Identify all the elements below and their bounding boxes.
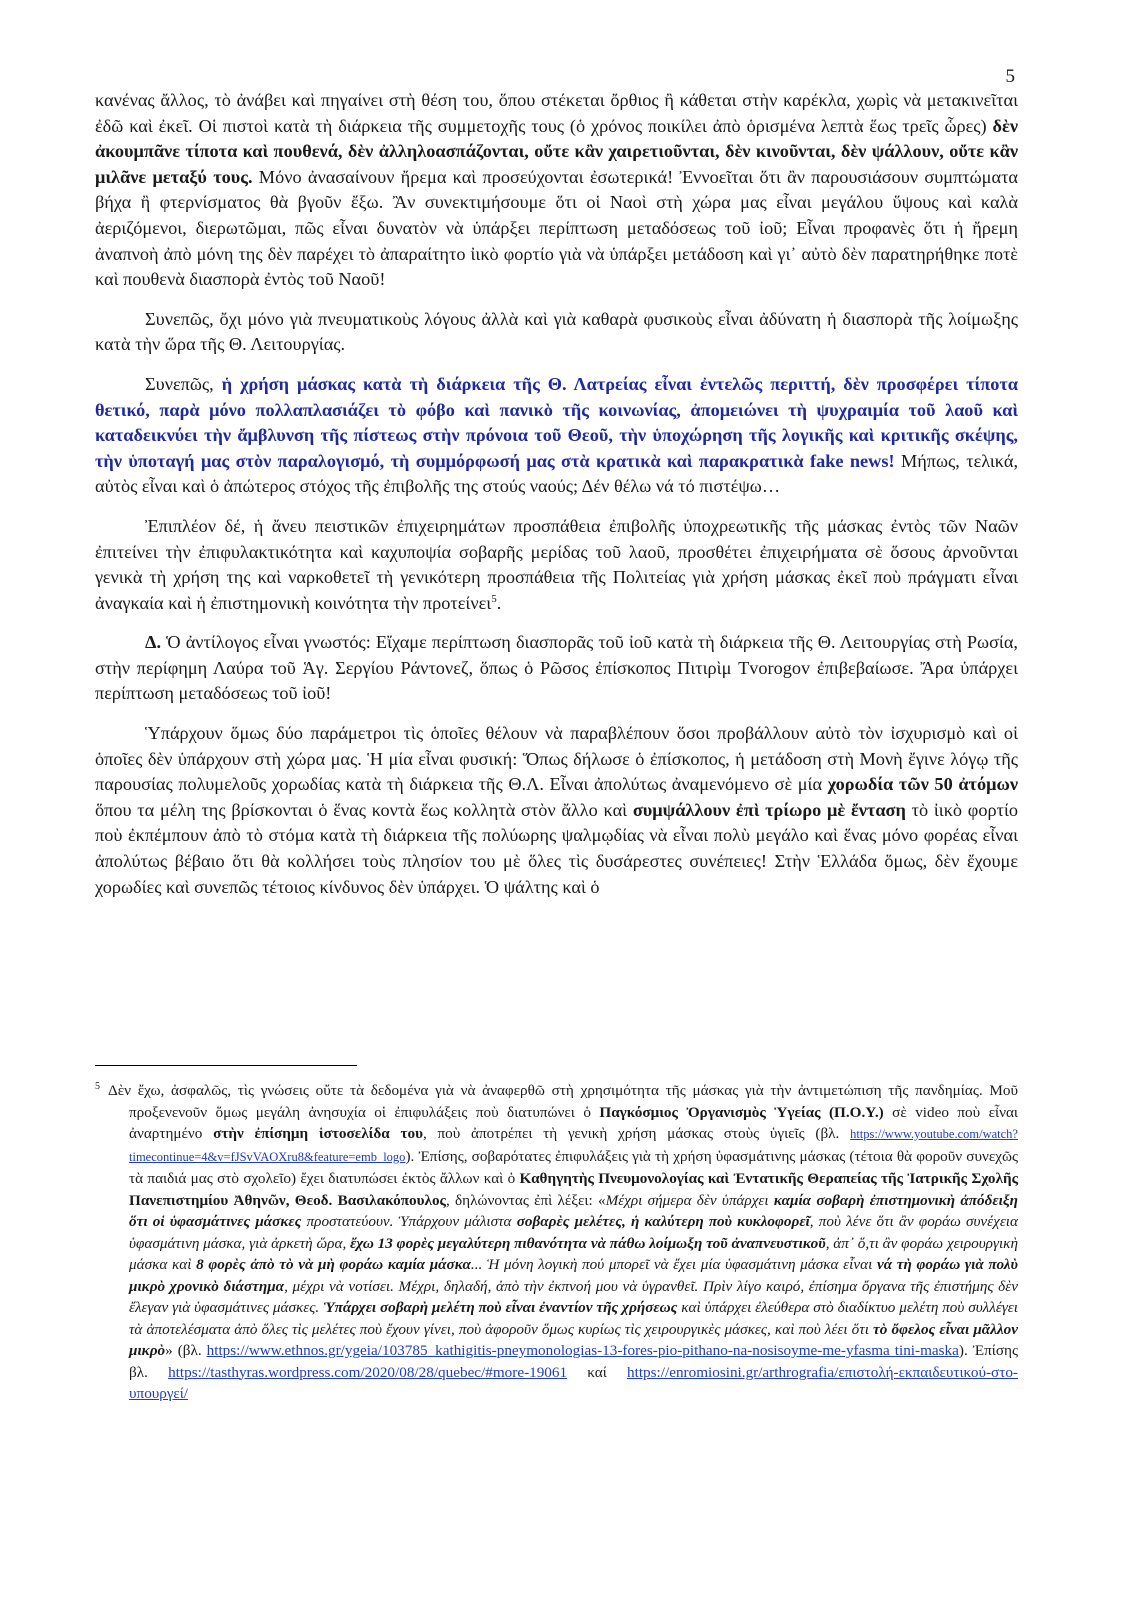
- enromiosini-link[interactable]: https://enromiosini.gr/arthrografia/επιστολή-εκπαιδευτικού-στο-υπουργεί/: [129, 1363, 1018, 1402]
- tasthyras-link[interactable]: https://tasthyras.wordpress.com/2020/08/28/quebec/#more-19061: [168, 1363, 568, 1381]
- paragraph-6: Ὑπάρχουν ὅμως δύο παράμετροι τὶς ὁποῖες θέλουν νὰ παραβλέπουν ὅσοι προβάλλουν αὐτὸ τὸν ἰσχυρισμὸ καὶ οἱ ὁποῖες δὲν ὑπάρχουν στὴ χώρα μας. Ἡ μία εἶναι φυσική: Ὅπως δήλωσε ὁ ἐπίσκοπος, ἡ μετάδοση στὴ Μονὴ ἔγινε λόγῳ τῆς παρουσίας πολυμελοῦς χορωδίας κατὰ τὴ διάρκεια τῆς Θ.Λ. Εἶναι ἀπολύτως ἀναμενόμενο σὲ μία χορωδία τῶν 50 ἀτόμων ὅπου τα μέλη της βρίσκονται ὁ ἕνας κοντὰ ἕως κολλητὰ στὸν ἄλλο καὶ συμψάλλουν ἐπὶ τρίωρο μὲ ἔνταση τὸ ἰικὸ φορτίο ποὺ ἐκπέμπουν ἀπὸ τὸ στόμα κατὰ τὴ διάρκεια τῆς πολύωρης ψαλμῳδίας νὰ εἶναι πολὺ μεγάλο καὶ ἕνας μόνο φορέας εἶναι ἀπολύτως βέβαιο ὅτι θὰ κολλήσει τοὺς πλησίον του μὲ ὅλες τὶς δυσάρεστες συνέπειες! Στὴν Ἑλλάδα ὅμως, δὲν ἔχουμε χορωδίες καὶ συνεπῶς τέτοιος κίνδυνος δὲν ὑπάρχει. Ὁ ψάλτης καὶ ὁ: [95, 723, 1019, 897]
- section-letter: Δ.: [145, 632, 162, 653]
- body-text: [95, 88, 1018, 914]
- paragraph-3: Συνεπῶς, ἡ χρήση μάσκας κατὰ τὴ διάρκεια τῆς Θ. Λατρείας εἶναι ἐντελῶς περιττή, δὲν προσφέρει τίποτα θετικό, παρὰ μόνο πολλαπλασιάζει τὸ φόβο καὶ πανικὸ τῆς κοινωνίας, ἀπομειώνει τὴ ψυχραιμία τοῦ λαοῦ καὶ καταδεικνύει τὴν ἄμβλυνση τῆς πίστεως στὴν πρόνοια τοῦ Θεοῦ, τὴν ὑποχώρηση τῆς λογικῆς καὶ κριτικῆς σκέψης, τὴν ὑποταγή μας στὸν παραλογισμό, τὴ συμμόρφωσή μας στὰ κρατικὰ καὶ παρακρατικὰ fake news! Μήπως, τελικά, αὐτὸς εἶναι καὶ ὁ ἀπώτερος στόχος τῆς ἐπιβολῆς της στούς ναούς; Δέν θέλω νά τό πιστέψω…: [95, 373, 1019, 497]
- youtube-link[interactable]: https://www.youtube.com/watch?timecontinue=4&v=fJSvVAOXru8&feature=emb_logo: [129, 1127, 1018, 1164]
- paragraph-1: κανένας ἄλλος, τὸ ἀνάβει καὶ πηγαίνει στὴ θέση του, ὅπου στέκεται ὄρθιος ἢ κάθεται στὴν καρέκλα, χωρὶς νὰ μετακινεῖται ἐδῶ καὶ ἐκεῖ. Οἱ πιστοὶ κατὰ τὴ διάρκεια τῆς συμμετοχῆς τους (ὁ χρόνος ποικίλει ἀπὸ ὁρισμένα λεπτὰ ἕως τρεῖς ὧρες) δὲν ἀκουμπᾶνε τίποτα καὶ πουθενά, δὲν ἀλληλοασπάζονται, οὔτε κἂν χαιρετιοῦνται, δὲν κινοῦνται, δὲν ψάλλουν, οὔτε κἂν μιλᾶνε μεταξύ τους. Μόνο ἀνασαίνουν ἤρεμα καὶ προσεύχονται ἐσωτερικά! Ἐννοεῖται ὅτι ἂν παρουσιάσουν συμπτώματα βήχα ἢ φτερνίσματος θὰ βγοῦν ἔξω. Ἂν συνεκτιμήσουμε ὅτι οἱ Ναοὶ στὴ χώρα μας εἶναι μεγάλου ὕψους καὶ καλὰ ἀεριζόμενοι, διερωτῶμαι, πῶς εἶναι δυνατὸν νὰ ὑπάρξει περίπτωση μεταδόσεως τοῦ ἰοῦ; Εἶναι προφανὲς ὅτι ἡ ἤρεμη ἀναπνοὴ ἀπὸ μόνη της δὲν παρέχει τὸ ἀπαραίτητο ἰικὸ φορτίο γιὰ νὰ ὑπάρξει μετάδοση καὶ γι᾽ αὐτὸ δὲν παρατηρήθηκε ποτὲ καὶ πουθενὰ διασπορὰ ἐντὸς τοῦ Ναοῦ!: [95, 90, 1018, 290]
- footnote-separator: [95, 1065, 357, 1066]
- paragraph-4: Ἐπιπλέον δέ, ἡ ἄνευ πειστικῶν ἐπιχειρημάτων προσπάθεια ἐπιβολῆς ὑποχρεωτικῆς τῆς μάσκας ἐντὸς τῶν Ναῶν ἐπιτείνει τὴν ἐπιφυλακτικότητα καὶ καχυποψία σοβαρῆς μερίδας τοῦ λαοῦ, προσθέτει ἐπιχειρήματα σὲ ὅσους ἀρνοῦνται γενικὰ τὴ χρήση της καὶ ναρκοθετεῖ τὴ γενικότερη προσπάθεια τῆς Πολιτείας γιὰ χρήση μάσκας ἐκεῖ ποὺ πράγματι εἶναι ἀναγκαία καὶ ἡ ἐπιστημονικὴ κοινότητα τὴν προτείνει$^5$.: [95, 515, 1018, 613]
- footnote-text: $^5$ Δὲν ἔχω, ἀσφαλῶς, τὶς γνώσεις οὔτε τὰ δεδομένα γιὰ νὰ ἀναφερθῶ στὴ χρησιμότητα τῆς μάσκας γιὰ τὴν ἀντιμετώπιση τῆς πανδημίας. Μοῦ προξενενοῦν ὅμως μεγάλη ἀνησυχία οἱ ἐπιφυλάξεις ποὺ διατυπώνει ὁ Παγκόσμιος Ὀργανισμὸς Ὑγείας (Π.Ο.Υ.) σὲ video ποὺ εἶναι ἀναρτημένο στὴν ἐπίσημη ἱστοσελίδα του, ποὺ ἀποτρέπει τὴ γενικὴ χρήση μάσκας στοὺς ὑγιεῖς (βλ. https://www.youtube.com/watch?timecontinue=4&v=fJSvVAOXru8&feature=emb_logo). Ἐπίσης, σοβαρότατες ἐπιφυλάξεις γιὰ τὴ χρήση ὑφασμάτινης μάσκας (τέτοια θὰ φοροῦν συνεχῶς τὰ παιδιά μας στὸ σχολεῖο) ἔχει διατυπώσει ἐκτὸς ἄλλων καὶ ὁ Καθηγητὴς Πνευμονολογίας καὶ Ἐντατικῆς Θεραπείας τῆς Ἰατρικῆς Σχολῆς Πανεπιστημίου Ἀθηνῶν, Θεοδ. Βασιλακόπουλος, δηλώνοντας ἐπὶ λέξει: «Μέχρι σήμερα δὲν ὑπάρχει καμία σοβαρὴ ἐπιστημονικὴ ἀπόδειξη ὅτι οἱ ὑφασμάτινες μάσκες προστατεύουν. Ὑπάρχουν μάλιστα σοβαρὲς μελέτες, ἡ καλύτερη ποὺ κυκλοφορεῖ, ποὺ λένε ὅτι ἂν φοράω συνέχεια ὑφασμάτινη μάσκα, γιὰ ἀρκετὴ ὥρα, ἔχω 13 φορὲς μεγαλύτερη πιθανότητα νὰ πάθω λοίμωξη τοῦ ἀναπνευστικοῦ, ἀπ᾽ ὅ,τι ἂν φοράω χειρουργικὴ μάσκα καὶ 8 φορὲς ἀπὸ τὸ νὰ μὴ φοράω καμία μάσκα... Ἡ μόνη λογικὴ πού μπορεῖ νὰ ἔχει μία ὑφασμάτινη μάσκα εἶναι νά τὴ φοράω γιὰ πολὺ μικρὸ χρονικὸ διάστημα, μέχρι νὰ νοτίσει. Μέχρι, δηλαδή, ἀπὸ τὴν ἐκπνοή μου νὰ ὑγρανθεῖ. Πρὶν λίγο καιρό, ἐπίσημα ὄργανα τῆς ἐπιστήμης δὲν ἔλεγαν γιὰ ὑφασμάτινες μάσκες. Ὑπάρχει σοβαρὴ μελέτη ποὺ εἶναι ἐναντίον τῆς χρήσεως καὶ ὑπάρχει ἐλεύθερα στὸ διαδίκτυο μελέτη ποὺ συλλέγει τὰ ἀποτελέσματα ἀπὸ ὅλες τὶς μελέτες ποὺ ἔχουν γίνει, ποὺ ἀφοροῦν ὅμως κυρίως τὶς χειρουργικὲς μάσκες, καὶ ποὺ λέει ὅτι τὸ ὄφελος εἶναι μᾶλλον μικρὸ» (βλ. https://www.ethnos.gr/ygeia/103785_kathigitis-pneymonologias-13-fores-pio-pithano-na-nosisoyme-me-yfasma tini-maska). Ἐπίσης βλ. https://tasthyras.wordpress.com/2020/08/28/quebec/#more-19061 καί https://enromiosini.gr/arthrografia/επιστολή-εκπαιδευτικού-στο-υπουργεί/: [95, 1080, 1019, 1402]
- paragraph-2: Συνεπῶς, ὄχι μόνο γιὰ πνευματικοὺς λόγους ἀλλὰ καὶ γιὰ καθαρὰ φυσικοὺς εἶναι ἀδύνατη ἡ διασπορὰ τῆς λοίμωξης κατὰ τὴν ὥρα τῆς Θ. Λειτουργίας.: [95, 308, 1018, 355]
- footnote-marker[interactable]: 5: [491, 592, 497, 605]
- bold-phrase: δὲν ἀκουμπᾶνε τίποτα καὶ πουθενά, δὲν ἀλληλοασπάζονται, οὔτε κἂν χαιρετιοῦνται, δὲν κινοῦνται, δὲν ψάλλουν, οὔτε κἂν μιλᾶνε μεταξύ τους.: [95, 115, 1018, 187]
- blue-emphasis: ἡ χρήση μάσκας κατὰ τὴ διάρκεια τῆς Θ. Λατρείας εἶναι ἐντελῶς περιττή, δὲν προσφέρει τίποτα θετικό, παρὰ μόνο πολλαπλασιάζει τὸ φόβο καὶ πανικὸ τῆς κοινωνίας, ἀπομειώνει τὴ ψυχραιμία τοῦ λαοῦ καὶ καταδεικνύει τὴν ἄμβλυνση τῆς πίστεως στὴν πρόνοια τοῦ Θεοῦ, τὴν ὑποχώρηση τῆς λογικῆς καὶ κριτικῆς σκέψης, τὴν ὑποταγή μας στὸν παραλογισμό, τὴ συμμόρφωσή μας στὰ κρατικὰ καὶ παρακρατικὰ fake news!: [95, 373, 1018, 471]
- footnote: [95, 1080, 1018, 1405]
- paragraph-5: Δ. Ὁ ἀντίλογος εἶναι γνωστός: Εἴχαμε περίπτωση διασπορᾶς τοῦ ἰοῦ κατὰ τὴ διάρκεια τῆς Θ. Λειτουργίας στὴ Ρωσία, στὴν περίφημη Λαύρα τοῦ Ἁγ. Σεργίου Ράντονεζ, ὅπως ὁ Ρῶσος ἐπίσκοπος Πιτιρὶμ Tvorogov ἐπιβεβαίωσε. Ἄρα ὑπάρχει περίπτωση μεταδόσεως τοῦ ἰοῦ!: [95, 632, 1018, 704]
- footnote-number: 5: [95, 1080, 100, 1092]
- ethnos-link[interactable]: https://www.ethnos.gr/ygeia/103785_kathigitis-pneymonologias-13-fores-pio-pithano-na-nosisoyme-me-yfasma tini-maska: [206, 1342, 959, 1359]
- page-number: 5: [1005, 66, 1015, 87]
